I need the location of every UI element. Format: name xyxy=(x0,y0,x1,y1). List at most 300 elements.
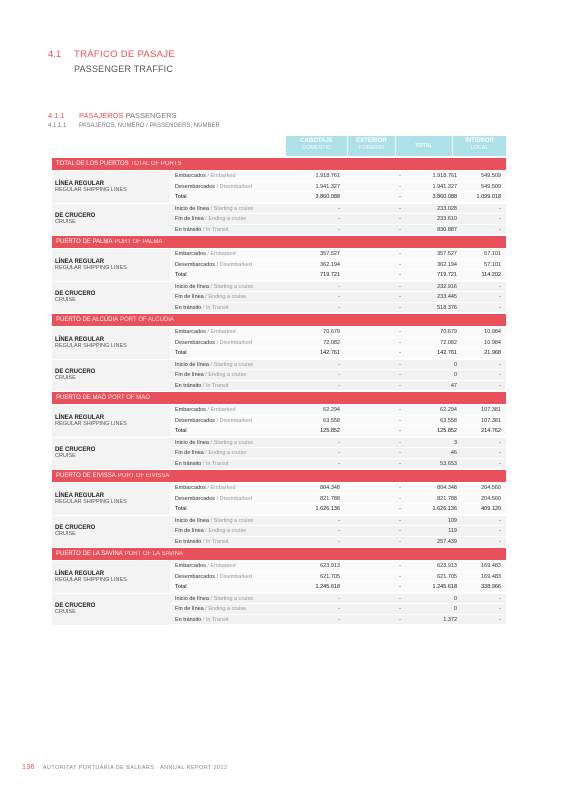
row-label xyxy=(170,494,286,504)
table-cell: 233.445 xyxy=(437,294,457,300)
row-label-en: Disembarked xyxy=(219,495,253,502)
col-exterior-sublabel: FOREIGN xyxy=(358,145,385,151)
table-cell: - xyxy=(338,460,340,467)
row-label-es: Inicio de línea xyxy=(175,517,209,524)
table-row xyxy=(170,582,506,593)
row-label-es: En tránsito xyxy=(175,226,202,233)
table-cell: 549.509 xyxy=(481,183,501,190)
table-row xyxy=(170,426,506,437)
subsection-number: 4.1.1 xyxy=(48,111,65,120)
row-label-sep: / xyxy=(203,372,209,378)
table-cell: 621.705 xyxy=(320,573,340,580)
table-cell: 804.348 xyxy=(320,485,340,491)
col-total xyxy=(396,136,452,156)
table-cell: - xyxy=(399,173,401,179)
row-label-es: Total xyxy=(175,272,187,278)
col-interior-sublabel: LOCAL xyxy=(470,145,489,151)
table-cell: - xyxy=(499,538,501,545)
row-label-sep: / xyxy=(205,563,211,569)
table-cell: - xyxy=(499,616,501,623)
row-label xyxy=(170,438,286,448)
row-label xyxy=(170,360,286,370)
port-header xyxy=(52,236,506,248)
regular-rows xyxy=(170,561,506,593)
table-cell: 10.984 xyxy=(484,329,501,335)
row-label-en: In Transit xyxy=(205,538,229,545)
row-label-es: Desembarcados xyxy=(175,261,216,268)
col-exterior-label: EXTERIOR xyxy=(356,138,387,144)
table-cell: - xyxy=(499,460,501,467)
row-label-sep: / xyxy=(201,226,206,233)
row-label-es: Embarcados xyxy=(175,407,206,413)
table-cell: 0 xyxy=(453,595,457,602)
table-row xyxy=(170,214,506,225)
row-label-sep: / xyxy=(215,573,220,580)
table-cell: - xyxy=(499,372,501,378)
row-label xyxy=(170,192,286,202)
table-cell: 70.679 xyxy=(323,329,340,335)
port-name-en: PORT OF EIVISSA xyxy=(117,473,170,479)
table-cell: - xyxy=(499,304,501,311)
table-cell: 62.294 xyxy=(323,407,340,413)
table-cell: 232.916 xyxy=(437,283,457,290)
row-label xyxy=(170,303,286,313)
cruise-group-label xyxy=(52,594,170,626)
cruise-label-en: CRUISE xyxy=(55,297,76,304)
row-label-en: In Transit xyxy=(205,616,229,623)
table-cell: - xyxy=(399,216,401,222)
table-row xyxy=(170,504,506,515)
row-label xyxy=(170,483,286,493)
row-label-en: In Transit xyxy=(205,226,229,233)
port-header xyxy=(52,158,506,170)
table-cell: 719.721 xyxy=(320,272,340,278)
table-cell: - xyxy=(399,517,401,524)
table-title: PASAJEROS, NÚMERO / PASSENGERS, NUMBER xyxy=(79,123,220,129)
table-cell: 204.560 xyxy=(481,495,501,502)
regular-group-label xyxy=(52,405,170,437)
table-row xyxy=(170,494,506,505)
table-cell: 204.560 xyxy=(481,485,501,491)
table-row xyxy=(170,348,506,359)
row-label-es: Fin de línea xyxy=(175,450,204,456)
row-label-es: Fin de línea xyxy=(175,372,204,378)
row-label-es: Embarcados xyxy=(175,563,206,569)
row-label-es: En tránsito xyxy=(175,460,202,467)
cruise-group-label xyxy=(52,438,170,470)
row-label-sep: / xyxy=(215,417,220,424)
table-cell: 142.761 xyxy=(320,350,340,356)
regular-group-label xyxy=(52,249,170,281)
port-header xyxy=(52,548,506,560)
section-header xyxy=(48,44,175,74)
table-cell: - xyxy=(338,439,340,446)
row-label xyxy=(170,604,286,614)
table-cell: - xyxy=(338,450,340,456)
table-cell: - xyxy=(399,261,401,268)
row-label xyxy=(170,416,286,426)
table-cell: 125.852 xyxy=(320,428,340,434)
row-label-sep: / xyxy=(208,283,214,290)
cruise-label: DE CRUCERO xyxy=(55,213,96,220)
row-label-es: Desembarcados xyxy=(175,183,216,190)
table-row xyxy=(170,192,506,203)
col-interior xyxy=(453,136,506,156)
row-label-es: Total xyxy=(175,350,187,356)
table-cell: - xyxy=(338,382,340,389)
regular-rows xyxy=(170,171,506,203)
row-label-en: Starting a cruise xyxy=(213,517,254,524)
row-label xyxy=(170,526,286,536)
table-cell: 257.439 xyxy=(437,538,457,545)
table-cell: - xyxy=(399,506,401,512)
table-cell: 169.483 xyxy=(481,573,501,580)
row-label xyxy=(170,370,286,380)
table-row xyxy=(170,561,506,572)
regular-group xyxy=(52,171,506,203)
row-label-es: Total xyxy=(175,428,187,434)
table-cell: - xyxy=(338,372,340,378)
row-label-es: En tránsito xyxy=(175,304,202,311)
table-cell: 10.984 xyxy=(484,339,501,346)
passenger-table xyxy=(52,158,506,626)
table-cell: - xyxy=(399,226,401,233)
table-cell: 57.101 xyxy=(484,251,501,257)
table-row xyxy=(170,526,506,537)
row-label-en: Ending a cruise xyxy=(208,372,247,378)
subsection-header xyxy=(48,111,220,129)
regular-label-en: REGULAR SHIPPING LINES xyxy=(55,186,127,193)
table-cell: - xyxy=(399,439,401,446)
table-cell: - xyxy=(499,205,501,212)
table-row xyxy=(170,594,506,605)
table-cell: 21.968 xyxy=(484,350,501,356)
row-label-en: Starting a cruise xyxy=(213,205,254,212)
cruise-group xyxy=(52,594,506,626)
cruise-group xyxy=(52,438,506,470)
table-row xyxy=(170,182,506,193)
row-label-es: Fin de línea xyxy=(175,294,204,300)
table-cell: - xyxy=(399,528,401,534)
row-label-en: Embarked xyxy=(210,407,236,413)
col-total-label: TOTAL xyxy=(415,143,433,149)
row-label-sep: / xyxy=(203,294,209,300)
regular-label-en: REGULAR SHIPPING LINES xyxy=(55,498,127,505)
section-title-en: PASSENGER TRAFFIC xyxy=(74,64,174,74)
table-cell: - xyxy=(399,339,401,346)
cruise-group-label xyxy=(52,516,170,548)
row-label-en: Ending a cruise xyxy=(208,216,247,222)
port-name: TOTAL DE LOS PUERTOS xyxy=(56,161,129,167)
cruise-label-en: CRUISE xyxy=(55,531,76,538)
cruise-rows xyxy=(170,282,506,314)
table-cell: - xyxy=(399,485,401,491)
row-label-sep: / xyxy=(201,382,206,389)
table-cell: 63.558 xyxy=(440,417,457,424)
row-label xyxy=(170,282,286,292)
table-row xyxy=(170,303,506,314)
row-label xyxy=(170,225,286,235)
table-cell: - xyxy=(399,573,401,580)
table-cell: - xyxy=(338,517,340,524)
row-label-sep: / xyxy=(208,517,214,524)
row-label-sep: / xyxy=(208,595,214,602)
table-cell: - xyxy=(399,595,401,602)
page-footer xyxy=(22,764,227,771)
cruise-label: DE CRUCERO xyxy=(55,369,96,376)
table-cell: 821.788 xyxy=(437,495,457,502)
table-number: 4.1.1.1 xyxy=(48,123,67,129)
table-cell: - xyxy=(338,616,340,623)
row-label-en: Ending a cruise xyxy=(208,294,247,300)
col-exterior xyxy=(348,136,395,156)
cruise-label-en: CRUISE xyxy=(55,453,76,460)
cruise-label: DE CRUCERO xyxy=(55,447,96,454)
table-cell: 142.761 xyxy=(437,350,457,356)
port-header xyxy=(52,314,506,326)
table-cell: - xyxy=(399,428,401,434)
row-label-sep: / xyxy=(215,339,220,346)
table-cell: 233.610 xyxy=(437,216,457,222)
row-label-en: In Transit xyxy=(205,304,229,311)
cruise-rows xyxy=(170,516,506,548)
row-label-en: Embarked xyxy=(210,563,236,569)
table-cell: 518.376 xyxy=(437,304,457,311)
row-label-en: Starting a cruise xyxy=(213,361,254,368)
table-cell: 1.245.618 xyxy=(315,584,340,590)
table-cell: - xyxy=(399,450,401,456)
table-cell: 72.082 xyxy=(323,339,340,346)
table-cell: - xyxy=(399,251,401,257)
cruise-group xyxy=(52,204,506,236)
table-cell: - xyxy=(399,563,401,569)
table-cell: - xyxy=(338,205,340,212)
table-row xyxy=(170,572,506,583)
row-label xyxy=(170,249,286,259)
table-cell: - xyxy=(399,538,401,545)
table-cell: 114.202 xyxy=(481,272,501,278)
cruise-label-en: CRUISE xyxy=(55,609,76,616)
row-label-en: Starting a cruise xyxy=(213,439,254,446)
table-cell: - xyxy=(499,361,501,368)
row-label-en: Disembarked xyxy=(219,261,253,268)
regular-rows xyxy=(170,249,506,281)
cruise-label: DE CRUCERO xyxy=(55,603,96,610)
table-cell: 0 xyxy=(453,372,457,378)
table-cell: - xyxy=(399,382,401,389)
regular-rows xyxy=(170,327,506,359)
table-cell: 1.372 xyxy=(443,616,457,623)
cruise-group-label xyxy=(52,360,170,392)
table-cell: 53.653 xyxy=(440,460,457,467)
regular-group xyxy=(52,483,506,515)
table-cell: 1.918.761 xyxy=(315,173,340,179)
table-cell: - xyxy=(499,283,501,290)
cruise-label-en: CRUISE xyxy=(55,219,76,226)
table-cell: 1.918.761 xyxy=(432,173,457,179)
table-cell: 357.527 xyxy=(320,251,340,257)
regular-label: LÍNEA REGULAR xyxy=(55,180,105,187)
subsection-title-en: PASSENGERS xyxy=(125,111,177,120)
table-cell: - xyxy=(399,183,401,190)
table-cell: - xyxy=(399,272,401,278)
row-label xyxy=(170,171,286,181)
table-cell: 804.348 xyxy=(437,485,457,491)
cruise-label-en: CRUISE xyxy=(55,375,76,382)
regular-label: LÍNEA REGULAR xyxy=(55,570,105,577)
regular-group-label xyxy=(52,561,170,593)
table-cell: - xyxy=(399,606,401,612)
page-number: 136 xyxy=(22,764,35,771)
table-cell: 1.626.136 xyxy=(432,506,457,512)
port-name: PUERTO DE EIVISSA xyxy=(56,473,116,479)
regular-label: LÍNEA REGULAR xyxy=(55,492,105,499)
row-label-es: Embarcados xyxy=(175,485,206,491)
row-label xyxy=(170,260,286,270)
row-label-es: Inicio de línea xyxy=(175,439,209,446)
table-cell: 3.860.088 xyxy=(315,194,340,200)
row-label xyxy=(170,572,286,582)
table-cell: 109 xyxy=(447,517,457,524)
table-row xyxy=(170,448,506,459)
row-label-sep: / xyxy=(205,173,211,179)
row-label-es: Fin de línea xyxy=(175,216,204,222)
table-cell: - xyxy=(399,407,401,413)
row-label xyxy=(170,594,286,604)
cruise-rows xyxy=(170,204,506,236)
table-cell: 46 xyxy=(450,450,457,456)
table-cell: 70.679 xyxy=(440,329,457,335)
table-cell: - xyxy=(499,226,501,233)
row-label xyxy=(170,537,286,547)
cruise-rows xyxy=(170,360,506,392)
row-label xyxy=(170,204,286,214)
port-name: PUERTO DE PALMA xyxy=(56,239,113,245)
port-section xyxy=(52,314,506,391)
row-label xyxy=(170,381,286,391)
port-section xyxy=(52,392,506,469)
cruise-label: DE CRUCERO xyxy=(55,291,96,298)
row-label-sep: / xyxy=(203,528,209,534)
row-label-es: Desembarcados xyxy=(175,495,216,502)
row-label-es: En tránsito xyxy=(175,538,202,545)
cruise-group-label xyxy=(52,204,170,236)
port-name-en: PORT OF LA SAVINA xyxy=(124,551,184,557)
table-cell: 1.941.327 xyxy=(432,183,457,190)
table-cell: 0 xyxy=(453,361,457,368)
table-cell: 362.194 xyxy=(320,261,340,268)
row-label-en: Embarked xyxy=(210,173,236,179)
row-label-es: Embarcados xyxy=(175,173,206,179)
row-label xyxy=(170,327,286,337)
table-cell: 623.913 xyxy=(437,563,457,569)
cruise-group xyxy=(52,360,506,392)
table-cell: - xyxy=(338,304,340,311)
regular-rows xyxy=(170,483,506,515)
row-label-es: Embarcados xyxy=(175,251,206,257)
regular-group-label xyxy=(52,327,170,359)
table-cell: - xyxy=(399,283,401,290)
row-label-es: En tránsito xyxy=(175,616,202,623)
table-cell: 125.852 xyxy=(437,428,457,434)
table-cell: 621.705 xyxy=(437,573,457,580)
table-row xyxy=(170,370,506,381)
row-label xyxy=(170,615,286,625)
table-row xyxy=(170,360,506,371)
table-cell: 362.194 xyxy=(437,261,457,268)
regular-label-en: REGULAR SHIPPING LINES xyxy=(55,576,127,583)
table-row xyxy=(170,381,506,392)
row-label-en: Embarked xyxy=(210,485,236,491)
table-cell: - xyxy=(338,528,340,534)
row-label-es: Desembarcados xyxy=(175,339,216,346)
regular-group-label xyxy=(52,483,170,515)
table-row xyxy=(170,416,506,427)
table-cell: - xyxy=(399,304,401,311)
table-cell: 0 xyxy=(453,606,457,612)
row-label-sep: / xyxy=(215,183,220,190)
table-cell: 719.721 xyxy=(437,272,457,278)
row-label-sep: / xyxy=(205,329,211,335)
table-cell: - xyxy=(499,450,501,456)
table-cell: 214.762 xyxy=(481,428,501,434)
table-cell: - xyxy=(399,361,401,368)
regular-rows xyxy=(170,405,506,437)
cruise-label: DE CRUCERO xyxy=(55,525,96,532)
row-label-en: Disembarked xyxy=(219,573,253,580)
table-cell: - xyxy=(399,205,401,212)
row-label-es: En tránsito xyxy=(175,382,202,389)
table-row xyxy=(170,537,506,548)
row-label-es: Inicio de línea xyxy=(175,205,209,212)
regular-label-en: REGULAR SHIPPING LINES xyxy=(55,420,127,427)
table-cell: 623.913 xyxy=(320,563,340,569)
port-section xyxy=(52,158,506,235)
row-label xyxy=(170,582,286,592)
row-label-en: Embarked xyxy=(210,251,236,257)
table-cell: - xyxy=(338,595,340,602)
row-label xyxy=(170,426,286,436)
row-label-sep: / xyxy=(205,251,211,257)
regular-group xyxy=(52,405,506,437)
table-cell: 1.626.136 xyxy=(315,506,340,512)
table-cell: 107.381 xyxy=(481,407,501,413)
row-label-es: Desembarcados xyxy=(175,573,216,580)
table-row xyxy=(170,270,506,281)
row-label-sep: / xyxy=(203,216,209,222)
port-name: PUERTO DE MAÓ xyxy=(56,395,107,401)
table-cell: 357.527 xyxy=(437,251,457,257)
regular-label: LÍNEA REGULAR xyxy=(55,336,105,343)
cruise-group-label xyxy=(52,282,170,314)
table-cell: - xyxy=(499,528,501,534)
row-label-sep: / xyxy=(203,606,209,612)
regular-group xyxy=(52,327,506,359)
table-row xyxy=(170,459,506,470)
port-header xyxy=(52,470,506,482)
table-cell: - xyxy=(399,294,401,300)
row-label-sep: / xyxy=(205,485,211,491)
table-row xyxy=(170,249,506,260)
row-label-es: Inicio de línea xyxy=(175,283,209,290)
regular-group xyxy=(52,561,506,593)
row-label-es: Desembarcados xyxy=(175,417,216,424)
section-title: TRÁFICO DE PASAJE xyxy=(74,49,175,60)
row-label xyxy=(170,182,286,192)
table-cell: - xyxy=(499,439,501,446)
row-label-sep: / xyxy=(205,407,211,413)
row-label-en: Ending a cruise xyxy=(208,450,247,456)
